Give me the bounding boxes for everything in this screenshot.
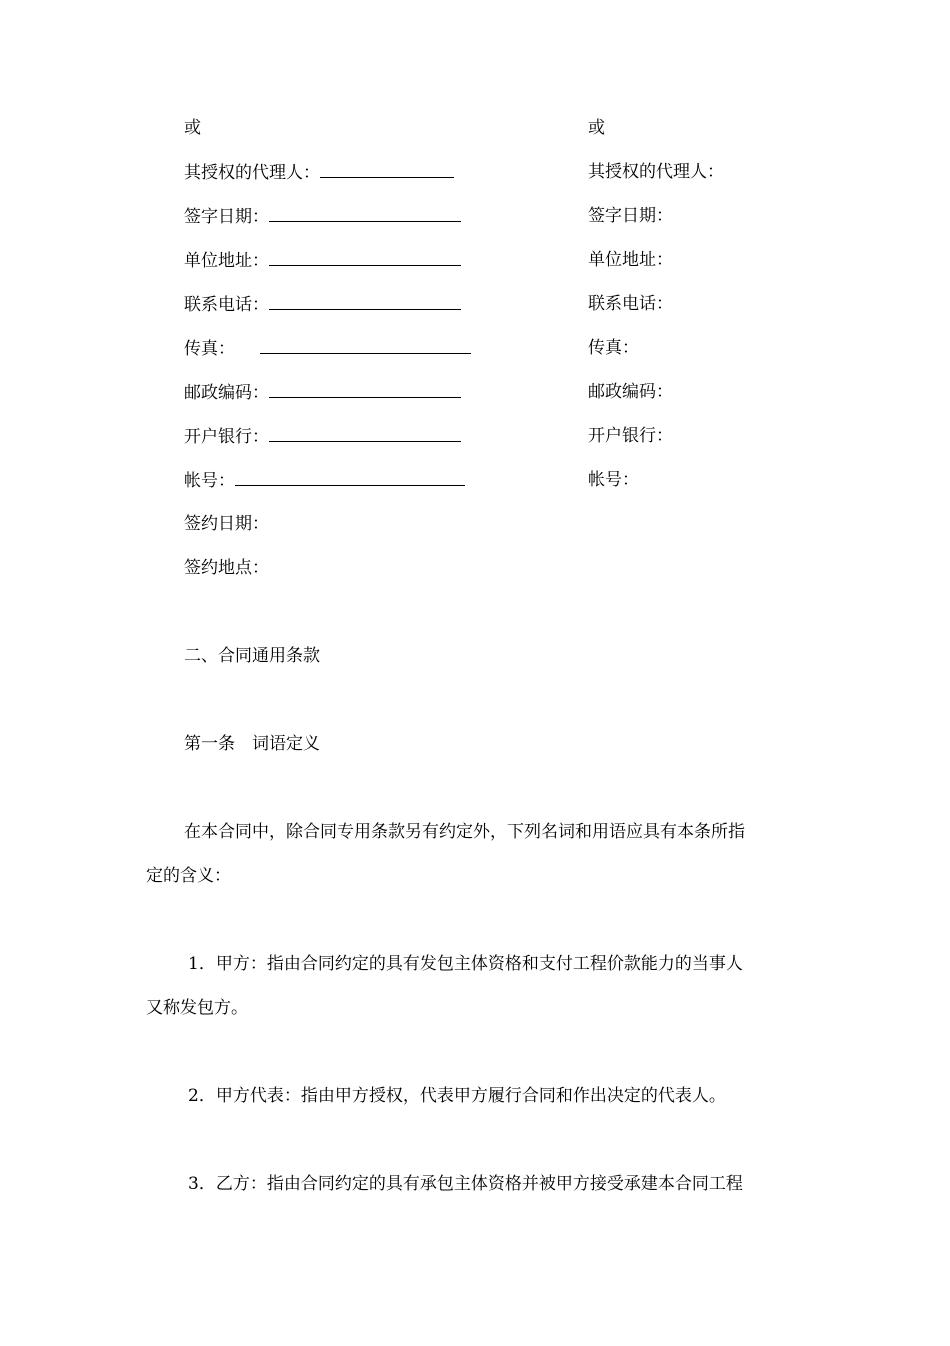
- left-sign-date-row: [184, 205, 461, 228]
- left-postcode-field[interactable]: [269, 381, 461, 398]
- left-phone-label: 联系电话：: [184, 295, 269, 315]
- item-1-line-2: 又称发包方。: [146, 998, 248, 1018]
- left-agent-label: 其授权的代理人：: [184, 163, 320, 183]
- right-agent-label: 其授权的代理人：: [588, 162, 724, 182]
- left-postcode-row: [184, 381, 461, 404]
- left-phone-field[interactable]: [269, 293, 461, 310]
- left-sign-date-label: 签字日期：: [184, 207, 269, 227]
- left-sign-date-field[interactable]: [269, 205, 461, 222]
- left-or: 或: [184, 118, 201, 138]
- left-bank-row: [184, 425, 461, 448]
- left-agent-row: [184, 161, 454, 184]
- left-account-row: [184, 469, 465, 492]
- left-bank-field[interactable]: [269, 425, 461, 442]
- right-bank-label: 开户银行：: [588, 426, 673, 446]
- left-account-label: 帐号：: [184, 471, 235, 491]
- intro-line-1: 在本合同中，除合同专用条款另有约定外，下列名词和用语应具有本条所指: [184, 822, 745, 842]
- right-postcode-label: 邮政编码：: [588, 382, 673, 402]
- left-bank-label: 开户银行：: [184, 427, 269, 447]
- left-postcode-label: 邮政编码：: [184, 383, 269, 403]
- article-title: 第一条 词语定义: [184, 734, 320, 754]
- left-contract-place: 签约地点：: [184, 558, 269, 578]
- right-account-label: 帐号：: [588, 470, 639, 490]
- left-contract-date: 签约日期：: [184, 514, 269, 534]
- left-address-field[interactable]: [269, 249, 461, 266]
- right-or: 或: [588, 118, 605, 138]
- left-phone-row: [184, 293, 461, 316]
- intro-line-2: 定的含义：: [146, 866, 231, 886]
- item-2-line-1: 2．甲方代表：指由甲方授权，代表甲方履行合同和作出决定的代表人。: [188, 1086, 726, 1106]
- section-title: 二、合同通用条款: [184, 646, 320, 666]
- left-fax-label: 传真：: [184, 339, 235, 359]
- left-fax-field[interactable]: [260, 337, 471, 354]
- left-address-label: 单位地址：: [184, 251, 269, 271]
- right-address-label: 单位地址：: [588, 250, 673, 270]
- right-sign-date-label: 签字日期：: [588, 206, 673, 226]
- left-account-field[interactable]: [235, 469, 465, 486]
- item-3-line-1: 3．乙方：指由合同约定的具有承包主体资格并被甲方接受承建本合同工程: [188, 1174, 743, 1194]
- left-address-row: [184, 249, 461, 272]
- item-1-line-1: 1．甲方：指由合同约定的具有发包主体资格和支付工程价款能力的当事人: [188, 954, 743, 974]
- right-phone-label: 联系电话：: [588, 294, 673, 314]
- right-fax-label: 传真：: [588, 338, 639, 358]
- left-agent-field[interactable]: [320, 161, 454, 178]
- left-fax-row: [184, 337, 471, 360]
